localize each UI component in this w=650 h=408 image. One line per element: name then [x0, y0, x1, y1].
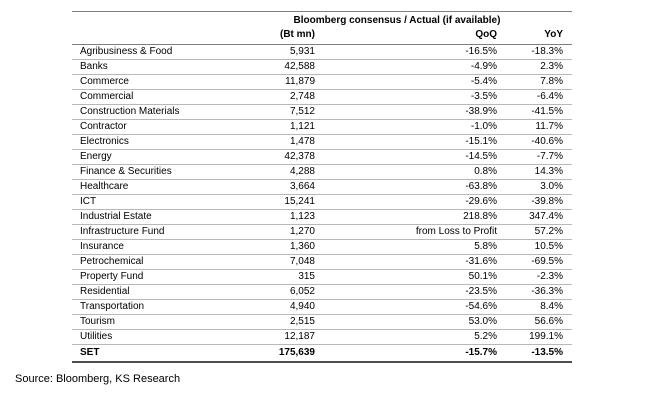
sector-cell: Insurance: [72, 240, 222, 255]
qoq-cell: -15.1%: [315, 135, 497, 150]
value-cell: 4,288: [222, 165, 315, 180]
yoy-cell: -6.4%: [497, 90, 572, 105]
value-cell: 3,664: [222, 180, 315, 195]
qoq-cell: 218.8%: [315, 210, 497, 225]
qoq-cell: -38.9%: [315, 105, 497, 120]
sector-cell: Petrochemical: [72, 255, 222, 270]
yoy-cell: 8.4%: [497, 300, 572, 315]
total-qoq-cell: -15.7%: [315, 345, 497, 363]
table-row: [72, 285, 572, 300]
qoq-cell: -16.5%: [315, 45, 497, 60]
yoy-cell: -2.3%: [497, 270, 572, 285]
group-header-row: [72, 12, 572, 29]
qoq-cell: -29.6%: [315, 195, 497, 210]
yoy-cell: 56.6%: [497, 315, 572, 330]
value-cell: 42,588: [222, 60, 315, 75]
value-cell: 1,121: [222, 120, 315, 135]
value-cell: 1,123: [222, 210, 315, 225]
table-row: [72, 270, 572, 285]
qoq-cell: from Loss to Profit: [315, 225, 497, 240]
qoq-column-header: QoQ: [315, 28, 497, 45]
table-row: [72, 135, 572, 150]
value-cell: 2,515: [222, 315, 315, 330]
sector-cell: Banks: [72, 60, 222, 75]
qoq-cell: -23.5%: [315, 285, 497, 300]
yoy-cell: 3.0%: [497, 180, 572, 195]
qoq-cell: 50.1%: [315, 270, 497, 285]
yoy-column-header: YoY: [497, 28, 572, 45]
table-row: [72, 180, 572, 195]
total-sector-cell: SET: [72, 345, 222, 363]
value-cell: 12,187: [222, 330, 315, 345]
yoy-cell: -18.3%: [497, 45, 572, 60]
yoy-cell: 10.5%: [497, 240, 572, 255]
value-cell: 1,360: [222, 240, 315, 255]
yoy-cell: 57.2%: [497, 225, 572, 240]
yoy-cell: -7.7%: [497, 150, 572, 165]
yoy-cell: 14.3%: [497, 165, 572, 180]
qoq-cell: -5.4%: [315, 75, 497, 90]
table-row: [72, 90, 572, 105]
empty-header-cell: [72, 12, 222, 29]
sector-cell: Agribusiness & Food: [72, 45, 222, 60]
yoy-cell: 199.1%: [497, 330, 572, 345]
sector-cell: Tourism: [72, 315, 222, 330]
qoq-cell: -54.6%: [315, 300, 497, 315]
table-footer: [72, 345, 572, 363]
qoq-cell: -31.6%: [315, 255, 497, 270]
table-row: [72, 165, 572, 180]
value-cell: 42,378: [222, 150, 315, 165]
yoy-cell: -40.6%: [497, 135, 572, 150]
value-cell: 1,270: [222, 225, 315, 240]
yoy-cell: -41.5%: [497, 105, 572, 120]
sector-cell: Commerce: [72, 75, 222, 90]
column-header-row: [72, 28, 572, 45]
value-cell: 2,748: [222, 90, 315, 105]
qoq-cell: 53.0%: [315, 315, 497, 330]
table-row: [72, 330, 572, 345]
yoy-cell: 11.7%: [497, 120, 572, 135]
qoq-cell: 5.2%: [315, 330, 497, 345]
yoy-cell: 2.3%: [497, 60, 572, 75]
table-row: [72, 240, 572, 255]
value-column-header: (Bt mn): [222, 28, 315, 45]
table-row: [72, 45, 572, 60]
source-note: Source: Bloomberg, KS Research: [15, 373, 181, 385]
table-row: [72, 195, 572, 210]
qoq-cell: 0.8%: [315, 165, 497, 180]
value-cell: 11,879: [222, 75, 315, 90]
value-cell: 4,940: [222, 300, 315, 315]
table-row: [72, 210, 572, 225]
qoq-cell: -14.5%: [315, 150, 497, 165]
sector-column-header: [72, 28, 222, 45]
table-row: [72, 225, 572, 240]
qoq-cell: -4.9%: [315, 60, 497, 75]
table-row: [72, 255, 572, 270]
total-yoy-cell: -13.5%: [497, 345, 572, 363]
group-header-title: Bloomberg consensus / Actual (if available): [293, 15, 501, 26]
value-cell: 6,052: [222, 285, 315, 300]
yoy-cell: 7.8%: [497, 75, 572, 90]
table-row: [72, 150, 572, 165]
yoy-cell: -39.8%: [497, 195, 572, 210]
total-row: [72, 345, 572, 363]
yoy-cell: -69.5%: [497, 255, 572, 270]
value-cell: 15,241: [222, 195, 315, 210]
sector-cell: Electronics: [72, 135, 222, 150]
sector-cell: Healthcare: [72, 180, 222, 195]
value-cell: 7,048: [222, 255, 315, 270]
qoq-cell: -1.0%: [315, 120, 497, 135]
value-cell: 5,931: [222, 45, 315, 60]
value-cell: 315: [222, 270, 315, 285]
table-row: [72, 60, 572, 75]
value-cell: 7,512: [222, 105, 315, 120]
sector-cell: Energy: [72, 150, 222, 165]
table-row: [72, 105, 572, 120]
yoy-cell: 347.4%: [497, 210, 572, 225]
sector-cell: Utilities: [72, 330, 222, 345]
total-value-cell: 175,639: [222, 345, 315, 363]
sector-cell: ICT: [72, 195, 222, 210]
qoq-cell: 5.8%: [315, 240, 497, 255]
table-row: [72, 300, 572, 315]
table-body: [72, 45, 572, 345]
sector-cell: Contractor: [72, 120, 222, 135]
sector-cell: Industrial Estate: [72, 210, 222, 225]
sector-consensus-table: [72, 11, 572, 363]
table-header: [72, 12, 572, 45]
sector-cell: Residential: [72, 285, 222, 300]
qoq-cell: -3.5%: [315, 90, 497, 105]
sector-cell: Infrastructure Fund: [72, 225, 222, 240]
sector-cell: Property Fund: [72, 270, 222, 285]
yoy-cell: -36.3%: [497, 285, 572, 300]
sector-cell: Transportation: [72, 300, 222, 315]
value-cell: 1,478: [222, 135, 315, 150]
table-row: [72, 120, 572, 135]
sector-cell: Commercial: [72, 90, 222, 105]
table-row: [72, 75, 572, 90]
qoq-cell: -63.8%: [315, 180, 497, 195]
sector-cell: Construction Materials: [72, 105, 222, 120]
table-row: [72, 315, 572, 330]
sector-cell: Finance & Securities: [72, 165, 222, 180]
